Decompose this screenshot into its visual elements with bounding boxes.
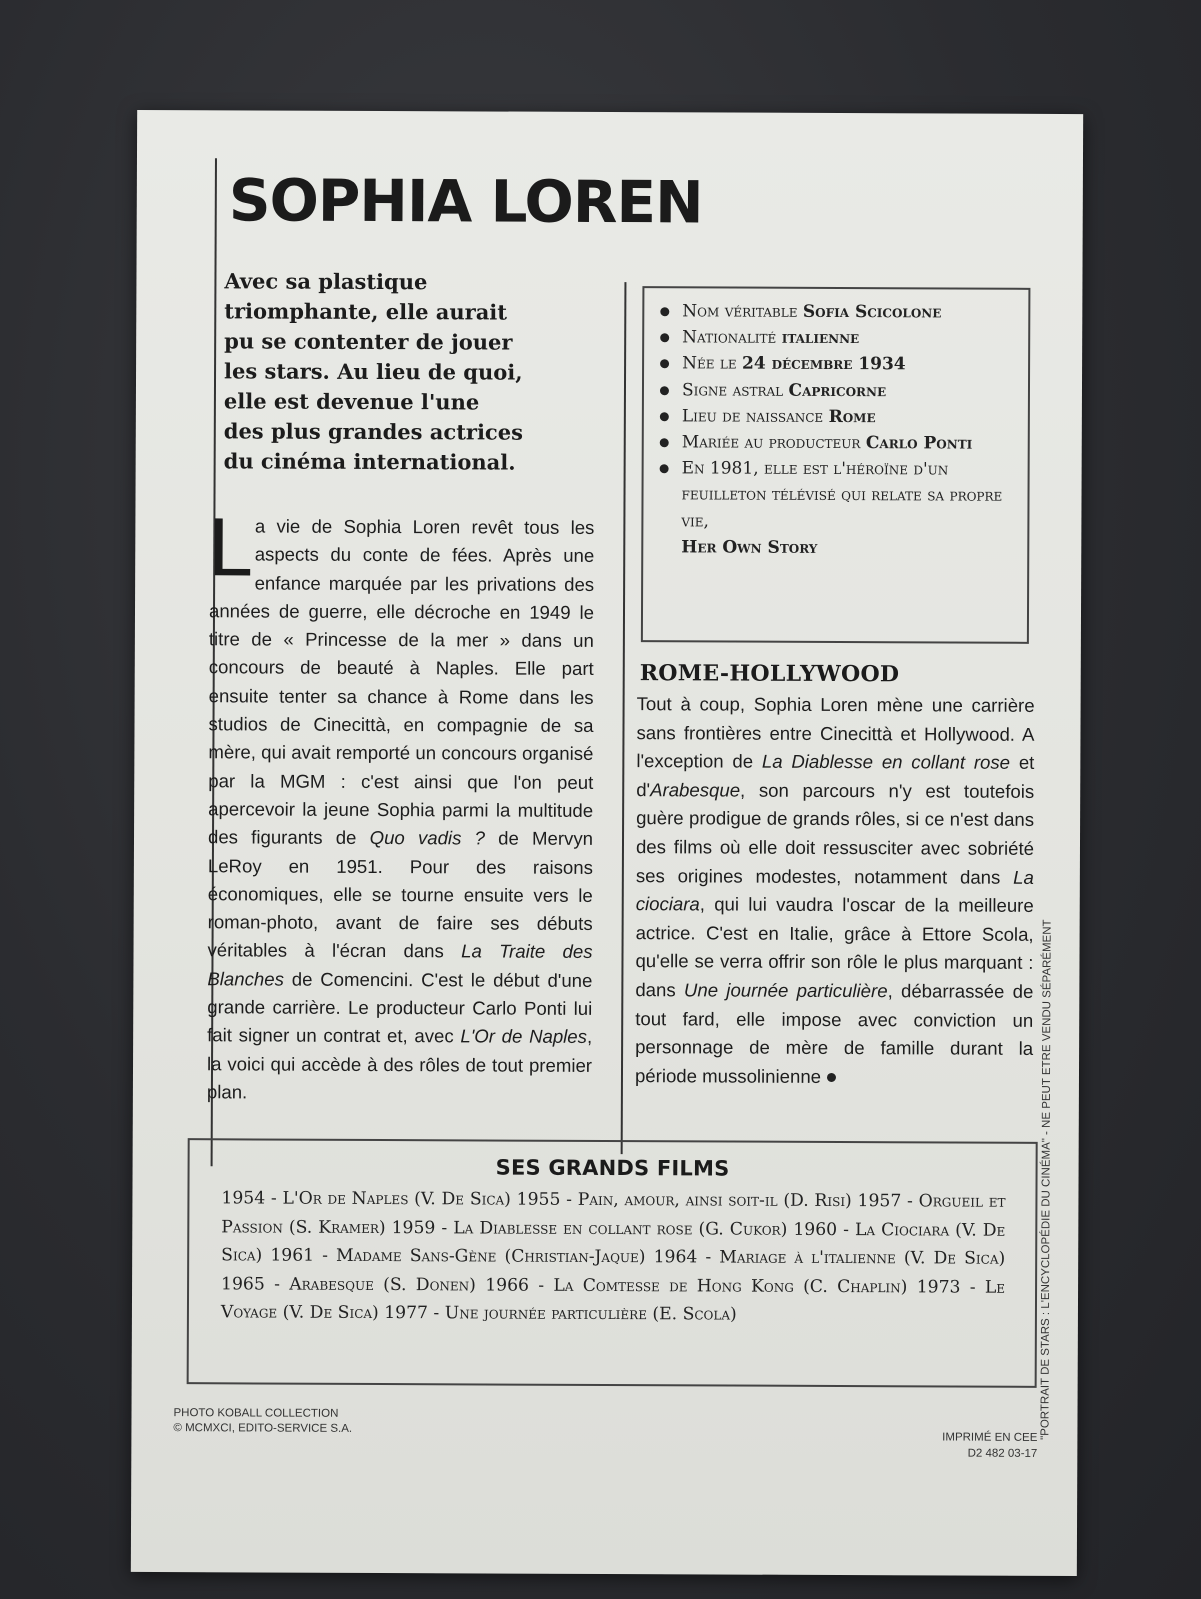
rome-text: et d' <box>636 751 1035 800</box>
film-entry: 1965 - Arabesque (S. Donen) <box>221 1274 476 1296</box>
fact-item <box>658 351 1020 379</box>
intro-line: des plus grandes actrices <box>223 418 524 445</box>
film-entry: 1960 - La Ciociara (V. De Sica) <box>221 1219 1006 1266</box>
page-title: SOPHIA LOREN <box>228 166 703 237</box>
rome-hollywood-text <box>635 690 1035 1092</box>
fact-item <box>657 455 1019 561</box>
fact-item <box>658 324 1020 352</box>
bio-text: , la voici qui accède à des rôles de tout premier plan. <box>206 1026 593 1103</box>
fact-label: En 1981, elle est l'héroïne d'un feuilleton télévisé qui relate sa propre vie, <box>681 458 1003 532</box>
film-year: 1966 <box>485 1275 530 1296</box>
rome-text: , qui lui vaudra l'oscar de la meilleure actrice. C'est en Italie, grâce à Ettore Scola, qu'elle se verra offrir son rôle le plus marquant : dans <box>635 893 1034 1001</box>
filmography-heading: SES GRANDS FILMS <box>495 1155 730 1181</box>
film-year: 1960 <box>793 1219 838 1240</box>
film-year: 1964 <box>653 1247 698 1268</box>
vertical-series-notice: "PORTRAIT DE STARS : L'ENCYCLOPÉDIE DU CINÉMA" - NE PEUT ETRE VENDU SÉPARÉMENT <box>1039 919 1054 1440</box>
film-year: 1954 <box>221 1188 266 1209</box>
facts-list <box>643 288 1028 562</box>
film-title: La Comtesse de Hong Kong (C. Chaplin) <box>553 1275 908 1298</box>
fact-value: Her Own Story <box>681 537 818 558</box>
fact-label: Née le <box>682 353 737 374</box>
intro-line: pu se contenter de jouer <box>224 328 513 355</box>
film-year: 1973 <box>916 1277 961 1298</box>
intro-line: triomphante, elle aurait <box>224 298 508 325</box>
fact-label: Mariée au producteur <box>681 432 861 454</box>
fact-value: 24 décembre 1934 <box>741 353 906 375</box>
rome-film-title: La Diablesse en collant rose <box>761 750 1011 773</box>
fact-value: Sofia Scicolone <box>802 301 942 323</box>
film-entry: 1973 - Le Voyage (V. De Sica) <box>220 1277 1006 1324</box>
filmography-list <box>221 1184 1006 1330</box>
film-title: Madame Sans-Gène (Christian-Jaque) <box>336 1246 646 1268</box>
rome-film-title: Une journée particulière <box>683 979 888 1002</box>
bio-film-title: L'Or de Naples <box>460 1025 588 1048</box>
film-year: 1955 <box>516 1189 561 1210</box>
film-title: La Diablesse en collant rose (G. Cukor) <box>453 1217 788 1240</box>
intro-line: Avec sa plastique <box>224 268 428 295</box>
bio-text: de Mervyn LeRoy en 1951. Pour des raisons économiques, elle se tourne ensuite vers le roman-photo, avant de faire ses débuts véritables à l'écran dans <box>207 827 594 962</box>
intro-line: elle est devenue l'une <box>223 388 480 415</box>
print-code: D2 482 03-17 <box>967 1447 1038 1460</box>
intro-paragraph <box>224 266 565 477</box>
filmography-box <box>187 1138 1038 1388</box>
film-year: 1961 <box>270 1245 315 1266</box>
film-entry: 1964 - Mariage à l'italienne (V. De Sica) <box>653 1247 1006 1269</box>
fact-item <box>658 298 1020 326</box>
film-title: Arabesque (S. Donen) <box>289 1274 476 1296</box>
film-title: L'Or de Naples (V. De Sica) <box>282 1188 511 1210</box>
fact-value: italienne <box>781 327 860 349</box>
copyright: © MCMXCI, EDITO-SERVICE S.A. <box>173 1422 353 1435</box>
bio-text: de Comencini. C'est le début d'une grande carrière. Le producteur Carlo Ponti lui fait signer un contrat et, avec <box>207 968 593 1047</box>
film-title: Mariage à l'italienne (V. De Sica) <box>719 1247 1006 1269</box>
rome-film-title: Arabesque <box>650 778 741 801</box>
fact-label: Lieu de naissance <box>681 406 824 427</box>
film-entry: 1961 - Madame Sans-Gène (Christian-Jaque) <box>270 1245 646 1268</box>
fact-item <box>658 377 1020 405</box>
fact-value: Carlo Ponti <box>865 433 973 454</box>
rome-text: Tout à coup, Sophia Loren mène une carrière sans frontières entre Cinecittà et Hollywood. A l'exception de <box>636 693 1035 772</box>
section-heading-rome-hollywood: ROME-HOLLYWOOD <box>639 660 900 688</box>
film-title: Une journée particulière (E. Scola) <box>444 1303 737 1325</box>
rome-text: , son parcours n'y est toutefois guère prodigue de grands rôles, si ce n'est dans des films où elle doit ressusciter avec sobriété ses origines modestes, notamment dans <box>635 779 1035 888</box>
rome-text: , débarrassée de tout fard, elle impose avec conviction un personnage de mère de famille durant la période mussolinienne <box>634 980 1034 1087</box>
fact-item <box>658 403 1020 431</box>
film-year: 1957 <box>857 1191 902 1212</box>
middle-vertical-rule <box>621 282 627 1154</box>
film-title: Le Voyage (V. De Sica) <box>220 1277 1006 1324</box>
bio-text: a vie de Sophia Loren revêt tous les aspects du conte de fées. Après une enfance marquée par les privations des années de guerre, elle décroche en 1949 le titre de « Princesse de la mer » dans un concours de beauté à Naples. Elle part ensuite tenter sa chance à Rome dans les studios de Cinecittà, en compagnie de sa mère, qui avait remporté un concours organisé par la MGM : c'est ainsi que l'on peut apercevoir la jeune Sophia parmi la multitude des figurants de <box>207 515 595 849</box>
fact-value: Rome <box>828 406 876 427</box>
film-title: La Ciociara (V. De Sica) <box>221 1219 1006 1266</box>
end-bullet-icon <box>827 1073 836 1082</box>
biography-text <box>206 504 595 1108</box>
film-year: 1977 <box>384 1303 429 1324</box>
bio-film-title: La Traite des Blanches <box>207 940 593 990</box>
fact-label: Signe astral <box>681 379 784 401</box>
print-info <box>942 1429 1037 1461</box>
film-year: 1959 <box>391 1217 436 1238</box>
fact-label: Nationalité <box>682 327 777 348</box>
intro-line: du cinéma international. <box>223 448 516 475</box>
film-entry: 1957 - Orgueil et Passion (S. Kramer) <box>221 1191 1006 1238</box>
film-title: Pain, amour, ainsi soit-il (D. Risi) <box>577 1189 852 1212</box>
bio-film-title: Quo vadis ? <box>369 827 485 849</box>
film-entry: 1977 - Une journée particulière (E. Scola) <box>384 1303 737 1325</box>
intro-line: les stars. Au lieu de quoi, <box>224 358 523 385</box>
drop-cap: L <box>207 504 251 595</box>
rome-film-title: La ciociara <box>635 866 1034 915</box>
printed-in: IMPRIMÉ EN CEE <box>942 1431 1038 1444</box>
film-year: 1965 <box>221 1274 265 1295</box>
fact-item <box>658 429 1020 457</box>
film-entry: 1954 - L'Or de Naples (V. De Sica) <box>221 1188 511 1210</box>
photo-credits <box>173 1406 352 1437</box>
fact-value: Capricorne <box>788 380 887 401</box>
fact-label: Nom véritable <box>682 301 798 322</box>
photo-credit: PHOTO KOBALL COLLECTION <box>173 1407 339 1420</box>
film-title: Orgueil et Passion (S. Kramer) <box>221 1191 1006 1238</box>
film-entry: 1955 - Pain, amour, ainsi soit-il (D. Risi) <box>516 1189 852 1212</box>
film-entry: 1959 - La Diablesse en collant rose (G. Cukor) <box>391 1217 788 1240</box>
card <box>131 110 1083 1576</box>
facts-box <box>641 286 1031 644</box>
film-entry: 1966 - La Comtesse de Hong Kong (C. Chaplin) <box>485 1275 908 1298</box>
